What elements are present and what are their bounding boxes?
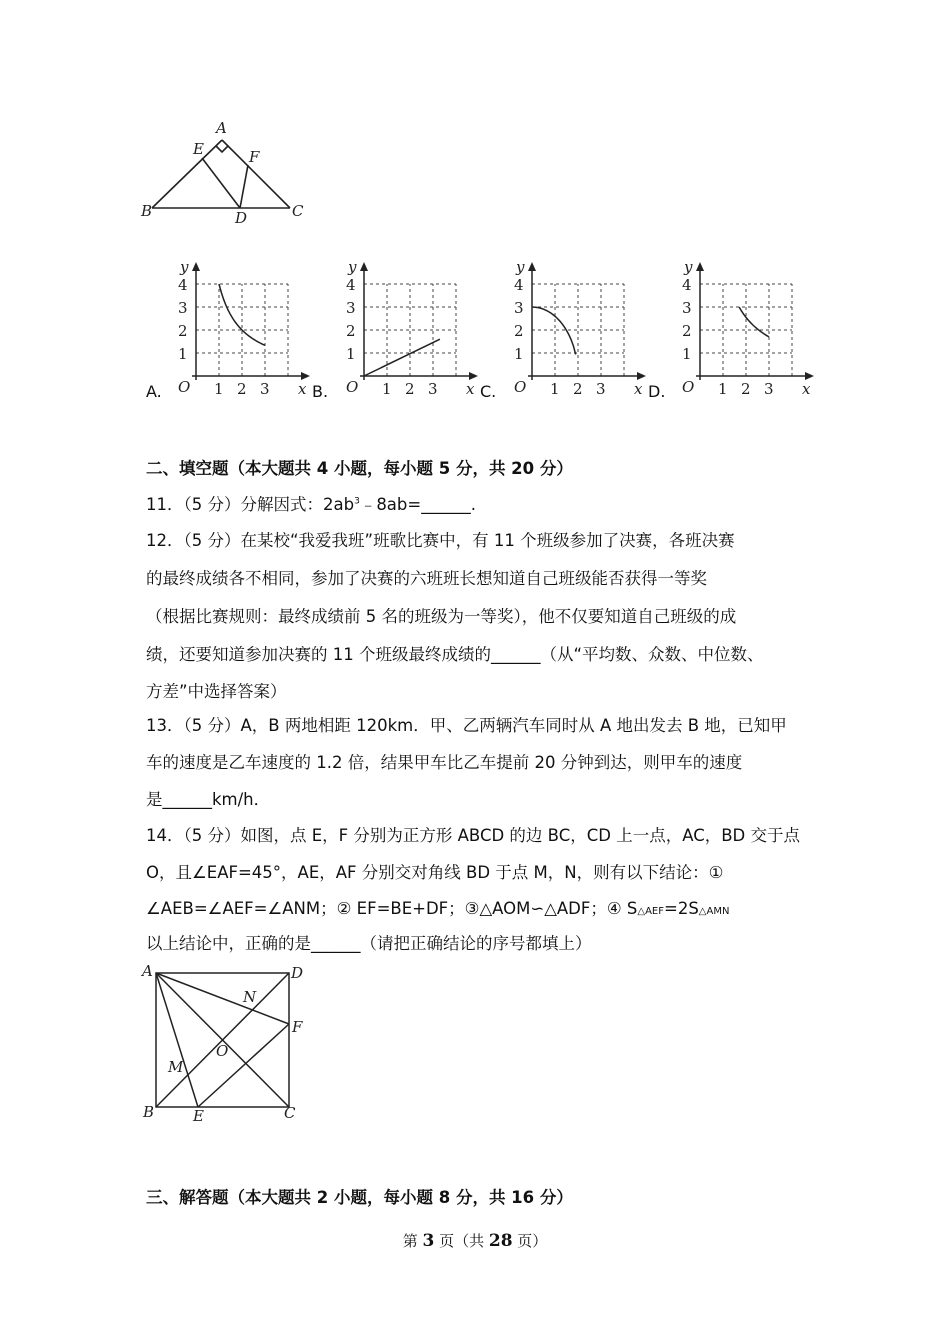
q14-line-3 xyxy=(146,895,729,919)
q12-line-3: （根据比赛规则：最终成绩前 5 名的班级为一等奖），他不仅要知道自己班级的成 xyxy=(146,607,737,626)
y-tick-1: 1 xyxy=(178,345,188,363)
x-tick-3: 3 xyxy=(596,380,606,398)
origin-label: O xyxy=(682,378,695,396)
q12-line-4: 绩，还要知道参加决赛的 11 个班级最终成绩的______（从“平均数、众数、中位数、 xyxy=(146,645,764,664)
footer-post: 页） xyxy=(512,1232,548,1250)
x-tick-1: 1 xyxy=(718,380,728,398)
x-axis-label: x xyxy=(466,380,475,398)
q14-sub-aef: △AEF xyxy=(637,906,664,917)
x-tick-2: 2 xyxy=(741,380,751,398)
x-tick-1: 1 xyxy=(382,380,392,398)
q11-sup: 3 xyxy=(354,496,360,507)
y-tick-1: 1 xyxy=(682,345,692,363)
q14-line3-b: =2S xyxy=(664,899,699,918)
y-tick-3: 3 xyxy=(178,299,188,317)
graph-option-D xyxy=(674,258,811,398)
y-tick-2: 2 xyxy=(178,322,188,340)
q13-line-1: 13．（5 分）A，B 两地相距 120km．甲、乙两辆汽车同时从 A 地出发去 B 地，已知甲 xyxy=(146,716,787,735)
section-2-title: 二、填空题（本大题共 4 小题，每小题 5 分，共 20 分） xyxy=(146,459,573,478)
q14-line-2: O，且∠EAF=45°，AE，AF 分别交对角线 BD 于点 M，N，则有以下结论：① xyxy=(146,863,724,882)
q14-line-1: 14．（5 分）如图，点 E，F 分别为正方形 ABCD 的边 BC，CD 上一点，AC，BD 交于点 xyxy=(146,826,800,845)
square-figure xyxy=(140,960,310,1125)
footer-total-pages: 28 xyxy=(488,1231,513,1251)
option-D-label: D. xyxy=(648,382,666,401)
option-C-label: C. xyxy=(480,382,497,401)
origin-label: O xyxy=(178,378,191,396)
triangle-figure xyxy=(140,120,310,225)
page-footer xyxy=(0,1230,950,1251)
q13-line-2: 车的速度是乙车速度的 1.2 倍，结果甲车比乙车提前 20 分钟到达，则甲车的速度 xyxy=(146,753,743,772)
y-tick-4: 4 xyxy=(346,276,356,294)
q12-line-5: 方差”中选择答案） xyxy=(146,682,287,701)
sq-label-N: N xyxy=(243,988,257,1006)
q14-sub-amn: △AMN xyxy=(698,906,730,917)
q12-line-1: 12．（5 分）在某校“我爱我班”班歌比赛中，有 11 个班级参加了决赛，各班决赛 xyxy=(146,531,735,550)
sq-label-M: M xyxy=(168,1058,184,1076)
graph-curve xyxy=(532,307,576,354)
sq-label-E: E xyxy=(193,1107,204,1125)
sq-label-D: D xyxy=(291,964,304,982)
option-A-label: A. xyxy=(146,382,162,401)
y-axis-label: y xyxy=(684,258,693,276)
y-tick-1: 1 xyxy=(346,345,356,363)
y-tick-3: 3 xyxy=(682,299,692,317)
label-F: F xyxy=(249,148,260,166)
y-tick-4: 4 xyxy=(682,276,692,294)
label-B: B xyxy=(141,202,153,220)
x-axis-label: x xyxy=(634,380,643,398)
q14-line-4: 以上结论中，正确的是______（请把正确结论的序号都填上） xyxy=(146,934,592,953)
q14-line3-a: ∠AEB=∠AEF=∠ANM；② EF=BE+DF；③△AOM∽△ADF；④ S xyxy=(146,899,638,918)
y-tick-2: 2 xyxy=(346,322,356,340)
y-axis-label: y xyxy=(516,258,525,276)
label-C: C xyxy=(292,202,304,220)
x-tick-1: 1 xyxy=(214,380,224,398)
graph-option-A xyxy=(170,258,307,398)
y-tick-3: 3 xyxy=(346,299,356,317)
origin-label: O xyxy=(514,378,527,396)
question-11 xyxy=(146,491,476,515)
section-3-title: 三、解答题（本大题共 2 小题，每小题 8 分，共 16 分） xyxy=(146,1188,573,1207)
x-tick-3: 3 xyxy=(428,380,438,398)
graph-option-C xyxy=(506,258,643,398)
y-tick-2: 2 xyxy=(682,322,692,340)
graph-curve xyxy=(364,339,440,376)
origin-label: O xyxy=(346,378,359,396)
y-axis-label: y xyxy=(348,258,357,276)
label-E: E xyxy=(193,140,204,158)
sq-label-C: C xyxy=(284,1104,296,1122)
y-tick-2: 2 xyxy=(514,322,524,340)
x-tick-1: 1 xyxy=(550,380,560,398)
x-tick-3: 3 xyxy=(260,380,270,398)
y-axis-label: y xyxy=(180,258,189,276)
x-tick-2: 2 xyxy=(405,380,415,398)
footer-page-number: 3 xyxy=(422,1231,435,1251)
graph-curve xyxy=(739,307,769,337)
sq-label-A: A xyxy=(142,962,153,980)
y-tick-1: 1 xyxy=(514,345,524,363)
x-tick-2: 2 xyxy=(573,380,583,398)
option-B-label: B. xyxy=(312,382,329,401)
sq-label-O: O xyxy=(216,1042,229,1060)
footer-mid: 页（共 xyxy=(434,1232,489,1250)
y-tick-4: 4 xyxy=(514,276,524,294)
footer-pre: 第 xyxy=(402,1232,423,1250)
sq-label-F: F xyxy=(292,1018,303,1036)
y-tick-4: 4 xyxy=(178,276,188,294)
sq-label-B: B xyxy=(143,1103,155,1121)
q12-line-2: 的最终成绩各不相同，参加了决赛的六班班长想知道自己班级能否获得一等奖 xyxy=(146,569,707,588)
y-tick-3: 3 xyxy=(514,299,524,317)
x-tick-2: 2 xyxy=(237,380,247,398)
x-axis-label: x xyxy=(298,380,307,398)
label-D: D xyxy=(235,209,248,227)
x-tick-3: 3 xyxy=(764,380,774,398)
label-A: A xyxy=(216,119,227,137)
x-axis-label: x xyxy=(802,380,811,398)
q13-line-3: 是______km/h． xyxy=(146,790,271,809)
q11-text: 11．（5 分）分解因式：2ab xyxy=(146,495,355,514)
graph-option-B xyxy=(338,258,475,398)
q11-text2: ﹣8ab=______. xyxy=(359,495,476,514)
